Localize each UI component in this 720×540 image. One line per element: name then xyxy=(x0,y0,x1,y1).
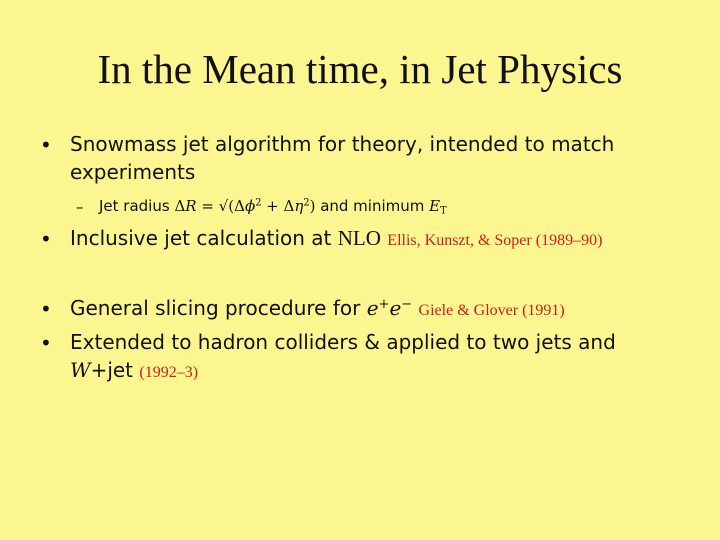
math-close: ) xyxy=(309,197,316,215)
math-eq-sqrt: = √(Δ xyxy=(196,197,245,215)
bullet-2-line xyxy=(70,226,602,253)
math-delta: Δ xyxy=(174,197,186,215)
bullet-3-text: General slicing procedure for xyxy=(70,296,367,320)
bullet-3-reference: Giele & Glover (1991) xyxy=(418,302,565,319)
bullet-dot-2: • xyxy=(40,227,52,251)
bullet-2-nlo: NLO xyxy=(337,226,381,250)
sub-bullet-jet-radius xyxy=(99,196,447,216)
math-E: E xyxy=(429,197,441,215)
sub-bullet-dash: – xyxy=(76,198,84,216)
math-sup-minus: − xyxy=(401,296,413,312)
math-R: R xyxy=(185,197,197,215)
sub-bullet-prefix: Jet radius xyxy=(99,197,175,215)
bullet-4-reference: (1992–3) xyxy=(139,364,199,381)
math-phi: ϕ xyxy=(244,197,256,215)
math-e-1: e xyxy=(366,296,379,320)
math-W: W xyxy=(70,358,91,382)
sub-bullet-middle: and minimum xyxy=(315,197,430,215)
math-sq-1: 2 xyxy=(255,197,262,209)
bullet-2-reference: Ellis, Kunszt, & Soper (1989–90) xyxy=(387,232,603,249)
slide-title: In the Mean time, in Jet Physics xyxy=(97,46,623,92)
bullet-3-line xyxy=(70,296,565,323)
bullet-dot-4: • xyxy=(40,331,52,355)
bullet-dot-3: • xyxy=(40,297,52,321)
math-eta: η xyxy=(294,197,304,215)
math-e-2: e xyxy=(389,296,402,320)
bullet-4-line-1: Extended to hadron colliders & applied to two jets and xyxy=(70,330,616,354)
bullet-4-line-2 xyxy=(70,358,198,385)
math-T: T xyxy=(440,205,447,217)
math-sup-plus: + xyxy=(378,296,390,312)
bullet-dot-1: • xyxy=(40,133,52,157)
bullet-4-jet: +jet xyxy=(90,358,134,382)
math-plus: + Δ xyxy=(261,197,295,215)
math-sq-2: 2 xyxy=(303,197,310,209)
bullet-1-line-1: Snowmass jet algorithm for theory, intended to match xyxy=(70,132,615,156)
bullet-2-text: Inclusive jet calculation at xyxy=(70,226,338,250)
bullet-1-line-2: experiments xyxy=(70,160,196,184)
